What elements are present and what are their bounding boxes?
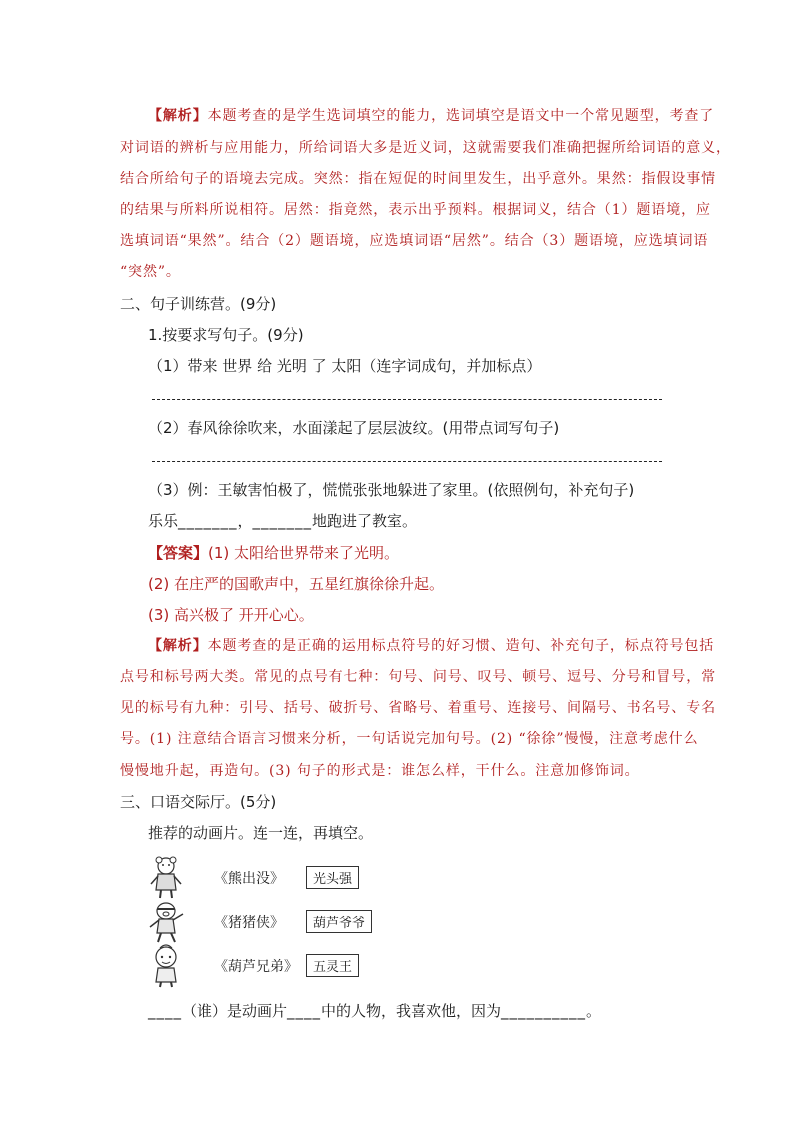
final-blank-who[interactable]: ____: [148, 1002, 182, 1020]
fill-blank-2[interactable]: _______: [252, 512, 313, 530]
final-blank-reason[interactable]: __________: [501, 1002, 587, 1020]
fill-sep: ，: [237, 512, 253, 530]
section2-sub1: （1）带来 世界 给 光明 了 太阳（连字词成句，并加标点）: [148, 357, 542, 375]
answer-1: (1) 太阳给世界带来了光明。: [208, 544, 400, 562]
fill-sentence: [148, 510, 417, 531]
final-fill-sentence: [148, 1000, 601, 1021]
final-text-2: 中的人物，我喜欢他，因为: [321, 1002, 502, 1020]
fill-suffix: 地跑进了教室。: [312, 512, 418, 530]
analysis1-line2: 对词语的辨析与应用能力，所给词语大多是近义词，这就需要我们准确把握所给词语的意义，: [120, 140, 731, 156]
analysis2-line4: 号。(1) 注意结合语言习惯来分析，一句话说完加句号。(2) “徐徐”慢慢，注意考虑什么: [120, 731, 699, 747]
final-text-3: 。: [586, 1002, 602, 1020]
pig-hero-cartoon-icon[interactable]: [146, 900, 186, 944]
analysis2-line3: 见的标号有九种：引号、括号、破折号、省略号、着重号、连接号、间隔号、书名号、专名: [120, 700, 716, 716]
book-title-1: 《熊出没》: [214, 871, 284, 887]
analysis1-line5: 选填词语“果然”。结合（2）题语境，应选填词语“居然”。结合（3）题语境，应选填词语: [120, 233, 709, 249]
section2-q1: 1.按要求写句子。(9分): [148, 326, 304, 344]
answer-line-a1: [148, 542, 399, 563]
section3-prompt: 推荐的动画片。连一连，再填空。: [148, 824, 374, 842]
match-row-3: [146, 944, 406, 988]
character-box-3[interactable]: 五灵王: [306, 954, 359, 977]
answer-line-1[interactable]: [152, 399, 662, 400]
character-box-2[interactable]: 葫芦爷爷: [306, 910, 372, 933]
answer-2: (2) 在庄严的国歌声中，五星红旗徐徐升起。: [148, 575, 445, 593]
section2-sub2: （2）春风徐徐吹来，水面漾起了层层波纹。(用带点词写句子): [148, 419, 560, 437]
analysis1-text1: 本题考查的是学生选词填空的能力，选词填空是语文中一个常见题型，考查了: [207, 108, 715, 124]
section2-sub3: （3）例：王敏害怕极了，慌慌张张地躲进了家里。(依照例句，补充句子): [148, 481, 635, 499]
character-box-1[interactable]: 光头强: [306, 866, 359, 889]
analysis1-tag: 【解析】: [148, 108, 208, 124]
section3-title: 三、口语交际厅。(5分): [120, 793, 277, 811]
calabash-boy-cartoon-icon[interactable]: [146, 944, 186, 988]
fill-prefix: 乐乐: [148, 512, 179, 530]
match-row-1: [146, 856, 406, 900]
final-text-1: （谁）是动画片: [182, 1002, 288, 1020]
final-blank-show[interactable]: ____: [287, 1002, 322, 1020]
answer-line-2[interactable]: [152, 461, 662, 462]
analysis2-line5: 慢慢地升起，再造句。(3) 句子的形式是：谁怎么样，干什么。注意加修饰词。: [120, 763, 640, 779]
analysis1-line6: “突然”。: [120, 264, 181, 280]
analysis2-line2: 点号和标号两大类。常见的点号有七种：句号、问号、叹号、顿号、逗号、分号和冒号，常: [120, 669, 716, 685]
book-title-2: 《猪猪侠》: [214, 915, 284, 931]
answer-3: (3) 高兴极了 开开心心。: [148, 606, 314, 624]
analysis1-line4: 的结果与所料所说相符。居然：指竟然，表示出乎预料。根据词义，结合（1）题语境，应: [120, 202, 711, 218]
book-title-3: 《葫芦兄弟》: [214, 959, 298, 975]
section2-title: 二、句子训练营。(9分): [120, 295, 277, 313]
analysis1-line3: 结合所给句子的语境去完成。突然：指在短促的时间里发生，出乎意外。果然：指假设事情: [120, 171, 716, 187]
analysis2-text1: 本题考查的是正确的运用标点符号的好习惯、造句、补充句子，标点符号包括: [207, 638, 715, 654]
bear-cartoon-icon[interactable]: [146, 856, 186, 900]
analysis2-tag: 【解析】: [148, 638, 208, 654]
analysis1-line1: [148, 105, 714, 125]
fill-blank-1[interactable]: _______: [178, 512, 238, 530]
match-row-2: [146, 900, 406, 944]
analysis2-line1: [148, 635, 714, 655]
answer-tag: 【答案】: [148, 544, 209, 562]
